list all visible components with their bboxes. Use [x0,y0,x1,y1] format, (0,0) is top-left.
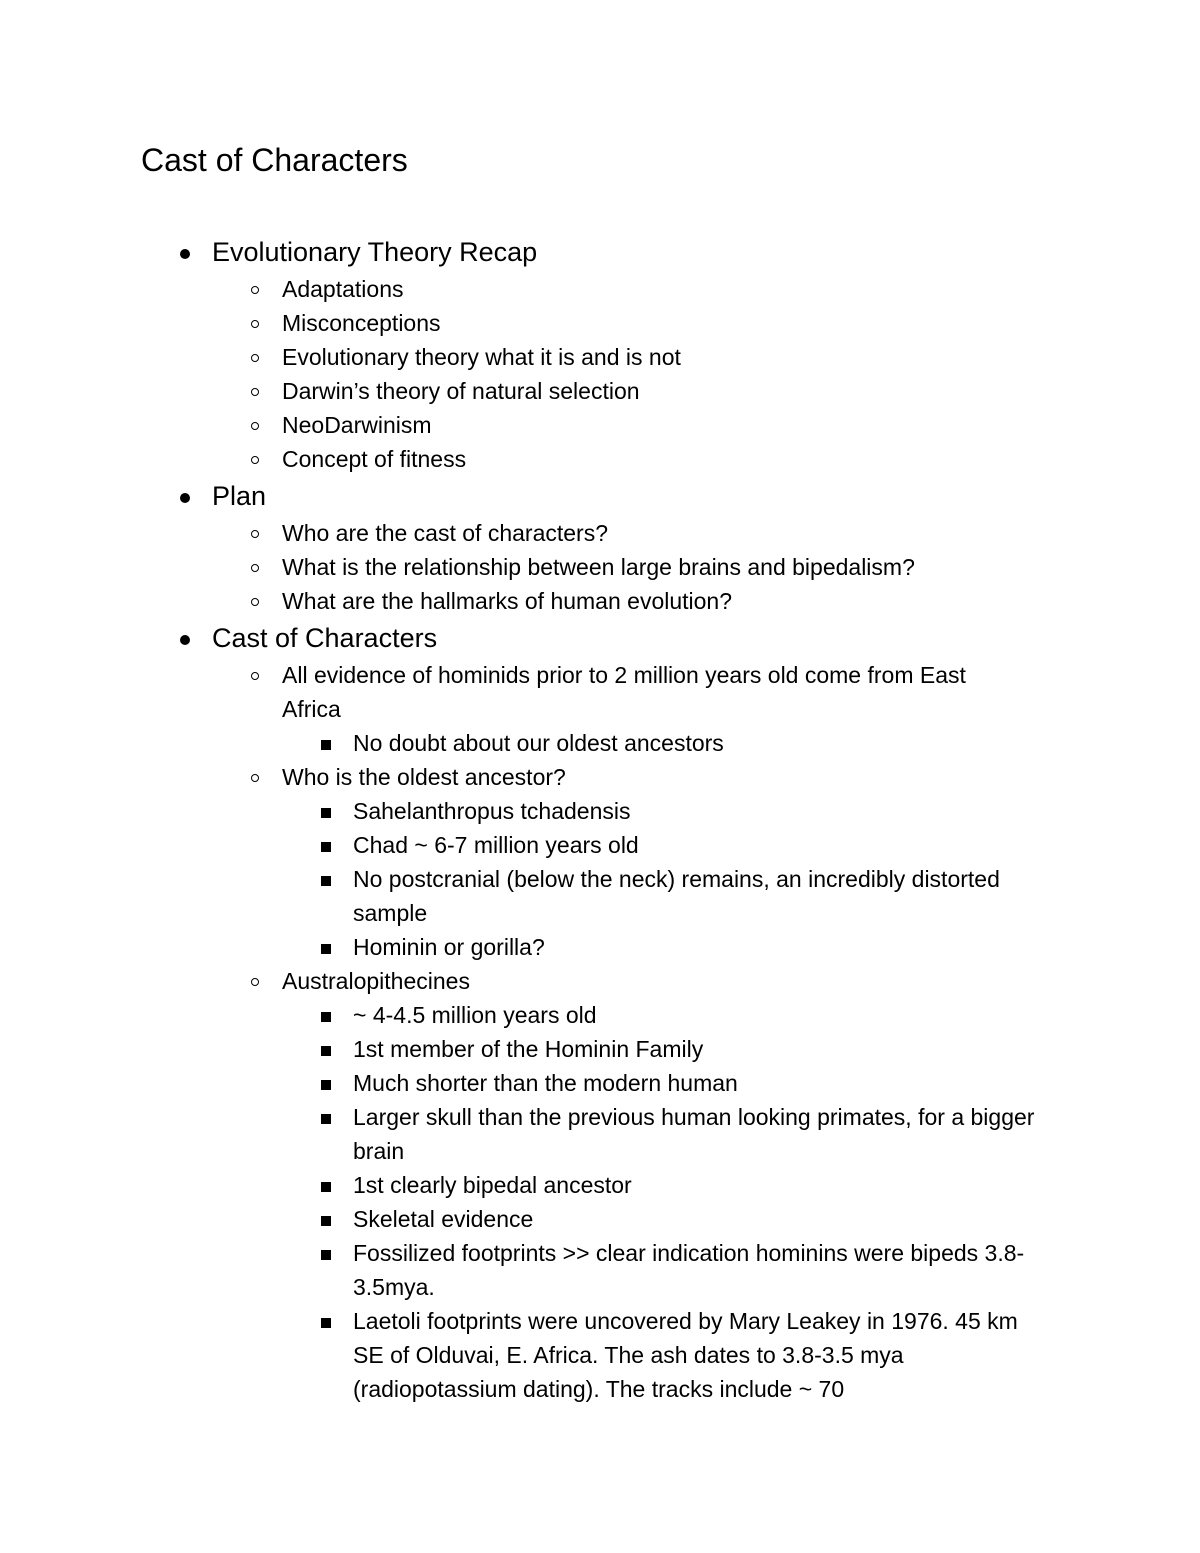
list-item [0,442,1022,476]
square-bullet-icon [321,1046,331,1056]
section-heading [0,618,1200,658]
sub-list-item [0,1236,1053,1304]
list-item [0,272,1022,306]
section-heading-text: Cast of Characters [212,623,438,653]
sub-list-item [0,1100,1053,1168]
sub-list-item-text: Laetoli footprints were uncovered by Mary Leakey in 1976. 45 km SE of Olduvai, E. Africa. The ash dates to 3.8-3.5 mya (radiopotassium dating). The tracks include ~ 70 [353,1308,1018,1402]
list-item [0,516,1022,550]
sub-list-item [0,828,1053,862]
sub-list-item-text: Fossilized footprints >> clear indication hominins were bipeds 3.8-3.5mya. [353,1240,1025,1300]
list-item-text: Australopithecines [282,968,470,994]
list-item-text: What is the relationship between large brains and bipedalism? [282,554,915,580]
disc-bullet-icon [180,493,190,503]
sub-list-item-text: Larger skull than the previous human looking primates, for a bigger brain [353,1104,1035,1164]
list-item-text: Darwin’s theory of natural selection [282,378,640,404]
list-item [0,550,1022,584]
sub-list-item-text: Hominin or gorilla? [353,934,545,960]
circle-bullet-icon [251,672,259,680]
disc-bullet-icon [180,249,190,259]
disc-bullet-icon [180,635,190,645]
square-bullet-icon [321,808,331,818]
circle-bullet-icon [251,320,259,328]
circle-bullet-icon [251,286,259,294]
sub-list-item [0,998,1053,1032]
section-heading-text: Plan [212,481,267,511]
page-title: Cast of Characters [141,142,408,178]
sub-list-item-text: 1st clearly bipedal ancestor [353,1172,632,1198]
circle-bullet-icon [251,422,259,430]
list-item [0,584,1022,618]
sub-list-item-text: No postcranial (below the neck) remains, an incredibly distorted sample [353,866,1000,926]
square-bullet-icon [321,1182,331,1192]
sub-list-item [0,1168,1053,1202]
sub-list-item [0,930,1053,964]
circle-bullet-icon [251,388,259,396]
list-item [0,658,1022,726]
list-item [0,408,1022,442]
list-item [0,760,1022,794]
square-bullet-icon [321,1216,331,1226]
sub-list-item-text: 1st member of the Hominin Family [353,1036,704,1062]
list-item [0,340,1022,374]
square-bullet-icon [321,876,331,886]
sub-list-item [0,862,1053,930]
square-bullet-icon [321,1318,331,1328]
square-bullet-icon [321,842,331,852]
square-bullet-icon [321,1080,331,1090]
sub-list-item [0,1032,1053,1066]
sub-list-item-text: Chad ~ 6-7 million years old [353,832,639,858]
sub-list-item [0,1066,1053,1100]
list-item-text: NeoDarwinism [282,412,432,438]
square-bullet-icon [321,1114,331,1124]
section-heading [0,232,1200,272]
circle-bullet-icon [251,978,259,986]
list-item [0,964,1022,998]
list-item-text: Evolutionary theory what it is and is not [282,344,681,370]
list-item-text: Who is the oldest ancestor? [282,764,566,790]
sub-list-item-text: Much shorter than the modern human [353,1070,738,1096]
outline-list [0,232,1200,1406]
list-item-text: All evidence of hominids prior to 2 million years old come from East Africa [282,662,966,722]
circle-bullet-icon [251,564,259,572]
square-bullet-icon [321,740,331,750]
circle-bullet-icon [251,456,259,464]
circle-bullet-icon [251,598,259,606]
section-heading-text: Evolutionary Theory Recap [212,237,538,267]
list-item-text: Misconceptions [282,310,441,336]
list-item [0,374,1022,408]
sub-list-item [0,1202,1053,1236]
sub-list-item-text: ~ 4-4.5 million years old [353,1002,597,1028]
list-item-text: What are the hallmarks of human evolution? [282,588,733,614]
sub-list-item [0,1304,1053,1406]
list-item [0,306,1022,340]
circle-bullet-icon [251,530,259,538]
list-item-text: Adaptations [282,276,404,302]
square-bullet-icon [321,1250,331,1260]
sub-list-item-text: No doubt about our oldest ancestors [353,730,724,756]
section-heading [0,476,1200,516]
sub-list-item [0,794,1053,828]
circle-bullet-icon [251,354,259,362]
square-bullet-icon [321,1012,331,1022]
square-bullet-icon [321,944,331,954]
list-item-text: Concept of fitness [282,446,467,472]
sub-list-item [0,726,1053,760]
circle-bullet-icon [251,774,259,782]
list-item-text: Who are the cast of characters? [282,520,608,546]
sub-list-item-text: Sahelanthropus tchadensis [353,798,631,824]
sub-list-item-text: Skeletal evidence [353,1206,534,1232]
